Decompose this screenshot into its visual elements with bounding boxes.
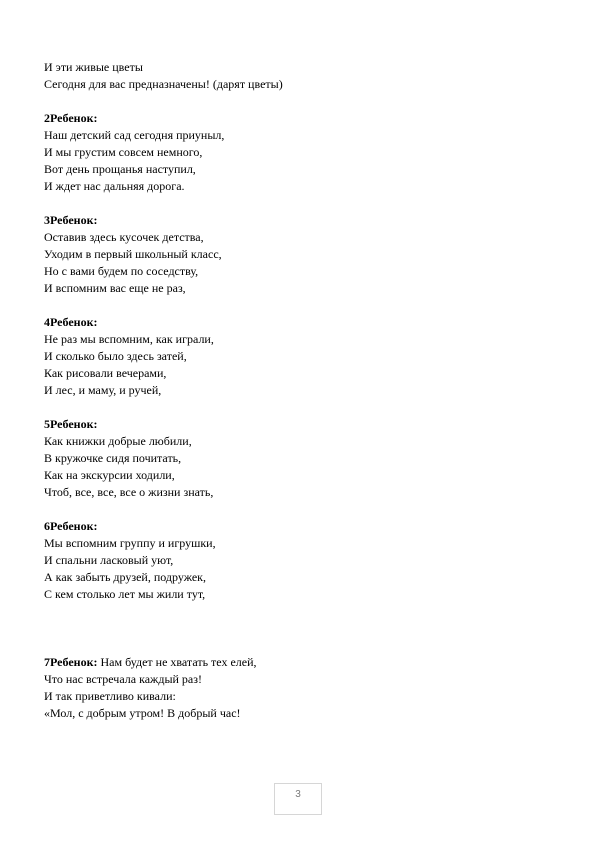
verse-line: Не раз мы вспомним, как играли, xyxy=(44,332,214,346)
page-number: 3 xyxy=(274,783,322,815)
verse-line: И мы грустим совсем немного, xyxy=(44,145,203,159)
verse-line: В кружочке сидя почитать, xyxy=(44,451,182,465)
verse-line: Наш детский сад сегодня приуныл, xyxy=(44,128,225,142)
verse-speaker: 3Ребенок: xyxy=(44,213,98,227)
verse-6 xyxy=(44,518,564,603)
verse-2 xyxy=(44,110,564,195)
verse-line: Нам будет не хватать тех елей, xyxy=(97,655,257,669)
verse-line: Что нас встречала каждый раз! xyxy=(44,672,202,686)
verse-line: А как забыть друзей, подружек, xyxy=(44,570,207,584)
verse-4 xyxy=(44,314,564,399)
verse-line: И так приветливо кивали: xyxy=(44,689,176,703)
intro-line-1: И эти живые цветы xyxy=(44,60,143,74)
poem-text xyxy=(44,59,564,722)
verse-line: Чтоб, все, все, все о жизни знать, xyxy=(44,485,214,499)
verse-speaker: 6Ребенок: xyxy=(44,519,98,533)
verse-line: Но с вами будем по соседству, xyxy=(44,264,199,278)
verse-line: И вспомним вас еще не раз, xyxy=(44,281,186,295)
verse-line: Как рисовали вечерами, xyxy=(44,366,167,380)
verse-line: И ждет нас дальняя дорога. xyxy=(44,179,185,193)
verse-first-line xyxy=(44,654,564,671)
verse-line: Оставив здесь кусочек детства, xyxy=(44,230,204,244)
verse-3 xyxy=(44,212,564,297)
verse-7 xyxy=(44,654,564,722)
verse-line: Как книжки добрые любили, xyxy=(44,434,192,448)
verse-line: Уходим в первый школьный класс, xyxy=(44,247,222,261)
verse-speaker: 7Ребенок: xyxy=(44,655,98,669)
verse-line: И спальни ласковый уют, xyxy=(44,553,174,567)
verse-speaker: 5Ребенок: xyxy=(44,417,98,431)
verse-line: Вот день прощанья наступил, xyxy=(44,162,196,176)
verse-line: И сколько было здесь затей, xyxy=(44,349,187,363)
verse-line: «Мол, с добрым утром! В добрый час! xyxy=(44,706,241,720)
verse-line: Как на экскурсии ходили, xyxy=(44,468,175,482)
verse-line: И лес, и маму, и ручей, xyxy=(44,383,162,397)
verse-speaker: 2Ребенок: xyxy=(44,111,98,125)
verse-speaker: 4Ребенок: xyxy=(44,315,98,329)
verse-line: С кем столько лет мы жили тут, xyxy=(44,587,206,601)
intro-line-2: Сегодня для вас предназначены! (дарят цветы) xyxy=(44,77,283,91)
verse-line: Мы вспомним группу и игрушки, xyxy=(44,536,216,550)
verse-5 xyxy=(44,416,564,501)
